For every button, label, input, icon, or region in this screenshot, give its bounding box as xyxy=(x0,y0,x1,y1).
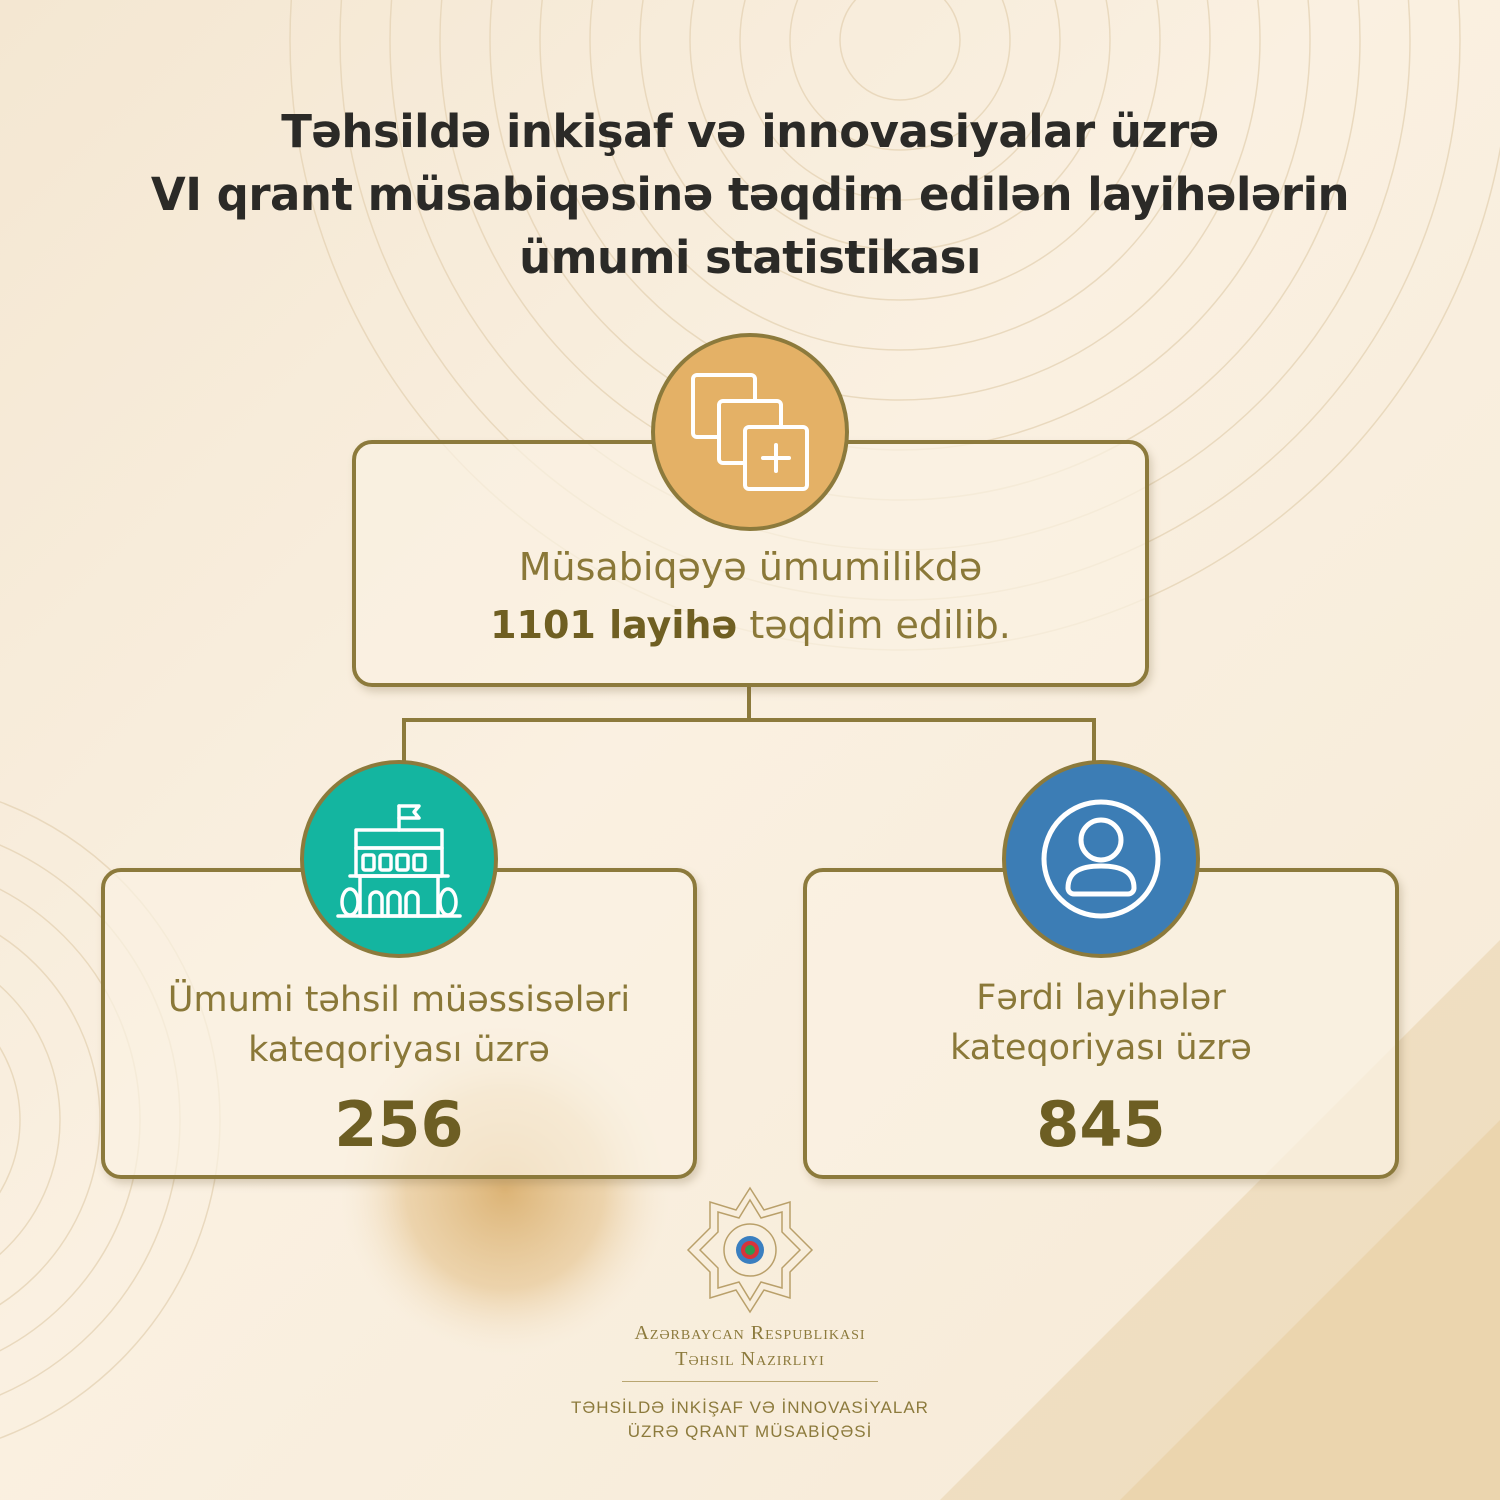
program-name xyxy=(0,1396,1500,1444)
add-documents-icon xyxy=(655,337,845,527)
ministry-emblem xyxy=(680,1180,820,1320)
title-line-2: VI qrant müsabiqəsinə təqdim edilən layihələrin xyxy=(150,168,1350,221)
individual-line-1: Fərdi layihələr xyxy=(976,978,1226,1018)
total-count: 1101 layihə xyxy=(490,603,738,647)
ministry-name xyxy=(0,1320,1500,1372)
connector-vertical-main xyxy=(747,687,751,720)
individual-category-label xyxy=(803,973,1399,1073)
program-line-1: TƏHSİLDƏ İNKİŞAF VƏ İNNOVASİYALAR xyxy=(571,1398,929,1417)
program-line-2: ÜZRƏ QRANT MÜSABİQƏSİ xyxy=(627,1422,873,1441)
connector-right xyxy=(1092,718,1096,762)
connector-horizontal xyxy=(402,718,1096,722)
ministry-line-2: Təhsil Nazirliyi xyxy=(675,1348,825,1370)
title-line-3: ümumi statistikası xyxy=(519,231,981,284)
title-line-1: Təhsildə inkişaf və innovasiyalar üzrə xyxy=(281,105,1219,158)
general-icon-circle xyxy=(300,760,498,958)
page-title xyxy=(0,100,1500,289)
ministry-line-1: Azərbaycan Respublikası xyxy=(634,1322,866,1344)
total-icon-circle xyxy=(651,333,849,531)
individual-category-value: 845 xyxy=(1036,1088,1166,1161)
connector-left xyxy=(402,718,406,762)
footer-divider xyxy=(622,1381,878,1382)
total-line-1: Müsabiqəyə ümumilikdə xyxy=(518,545,983,589)
total-projects-text xyxy=(352,538,1149,654)
total-line-2 xyxy=(352,596,1149,654)
total-line-2-rest: təqdim edilib. xyxy=(737,603,1011,647)
general-category-value: 256 xyxy=(334,1088,464,1161)
individual-line-2: kateqoriyası üzrə xyxy=(950,1028,1252,1068)
general-line-2: kateqoriyası üzrə xyxy=(248,1030,550,1070)
general-line-1: Ümumi təhsil müəssisələri xyxy=(167,980,631,1020)
school-building-icon xyxy=(304,764,494,954)
user-profile-icon xyxy=(1006,764,1196,954)
general-category-label xyxy=(101,975,697,1075)
individual-icon-circle xyxy=(1002,760,1200,958)
